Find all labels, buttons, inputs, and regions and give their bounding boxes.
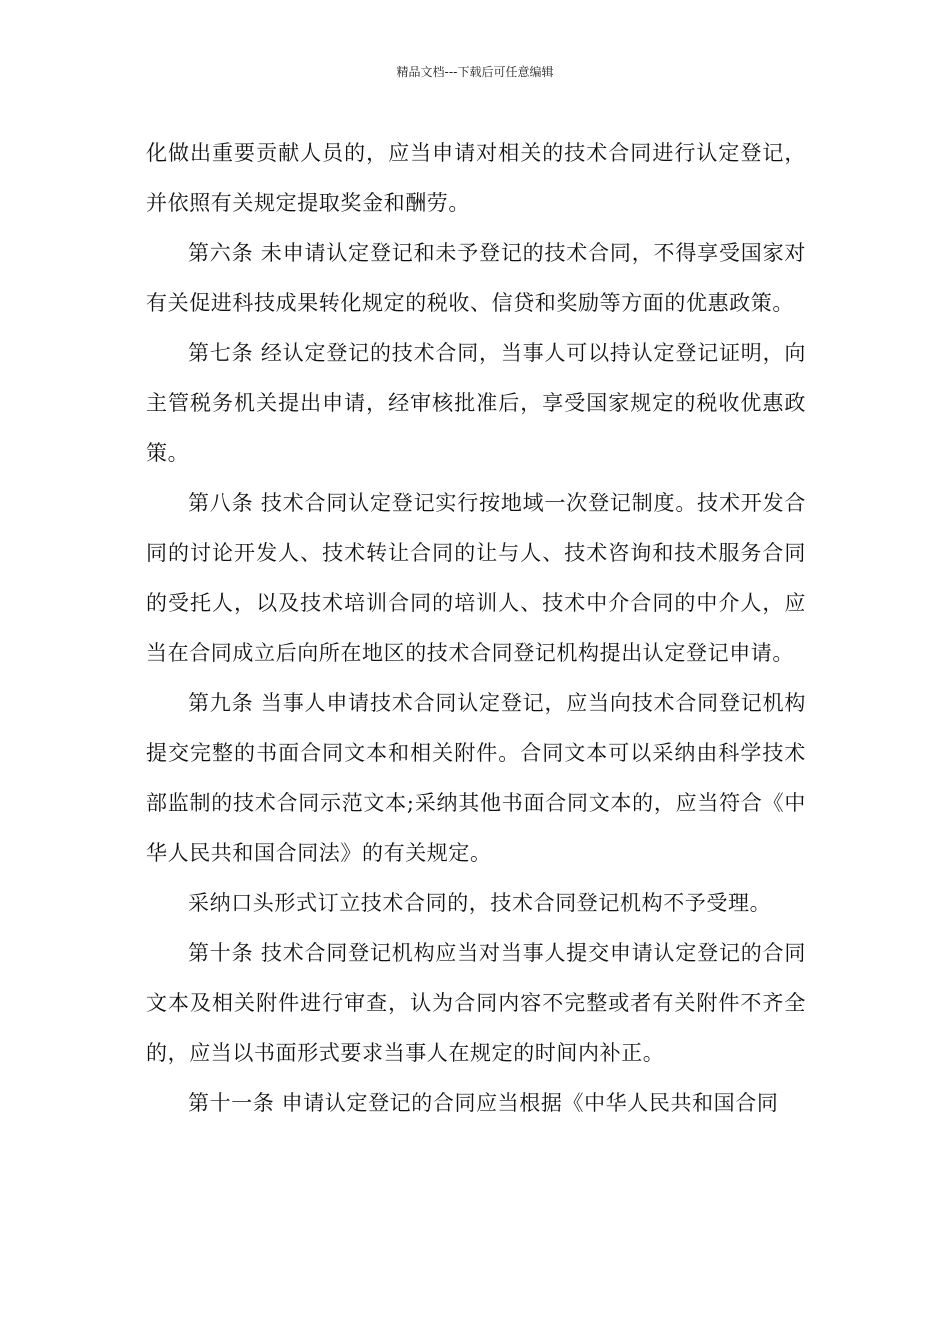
paragraph-article-6: 第六条 未申请认定登记和未予登记的技术合同，不得享受国家对有关促进科技成果转化规定的税收、信贷和奖励等方面的优惠政策。 xyxy=(146,241,806,315)
paragraph: 化做出重要贡献人员的，应当申请对相关的技术合同进行认定登记，并依照有关规定提取奖金和酬劳。 xyxy=(146,141,806,215)
paragraph-article-7: 第七条 经认定登记的技术合同，当事人可以持认定登记证明，向主管税务机关提出申请，经审核批准后，享受国家规定的税收优惠政策。 xyxy=(146,341,806,465)
paragraph-oral-contracts: 采纳口头形式订立技术合同的，技术合同登记机构不予受理。 xyxy=(188,891,772,915)
paragraph-article-10: 第十条 技术合同登记机构应当对当事人提交申请认定登记的合同文本及相关附件进行审查，认为合同内容不完整或者有关附件不齐全的，应当以书面形式要求当事人在规定的时间内补正。 xyxy=(146,941,806,1065)
page-header: 精品文档---下载后可任意编辑 xyxy=(396,65,554,79)
paragraph-article-11: 第十一条 申请认定登记的合同应当根据《中华人民共和国合同 xyxy=(188,1091,779,1115)
paragraph-article-8: 第八条 技术合同认定登记实行按地域一次登记制度。技术开发合同的讨论开发人、技术转让合同的让与人、技术咨询和技术服务合同的受托人，以及技术培训合同的培训人、技术中介合同的中介人，应当在合同成立后向所在地区的技术合同登记机构提出认定登记申请。 xyxy=(146,491,806,665)
document-body xyxy=(146,128,806,1128)
paragraph-article-9: 第九条 当事人申请技术合同认定登记，应当向技术合同登记机构提交完整的书面合同文本和相关附件。合同文本可以采纳由科学技术部监制的技术合同示范文本;采纳其他书面合同文本的，应当符合《中华人民共和国合同法》的有关规定。 xyxy=(146,691,806,865)
